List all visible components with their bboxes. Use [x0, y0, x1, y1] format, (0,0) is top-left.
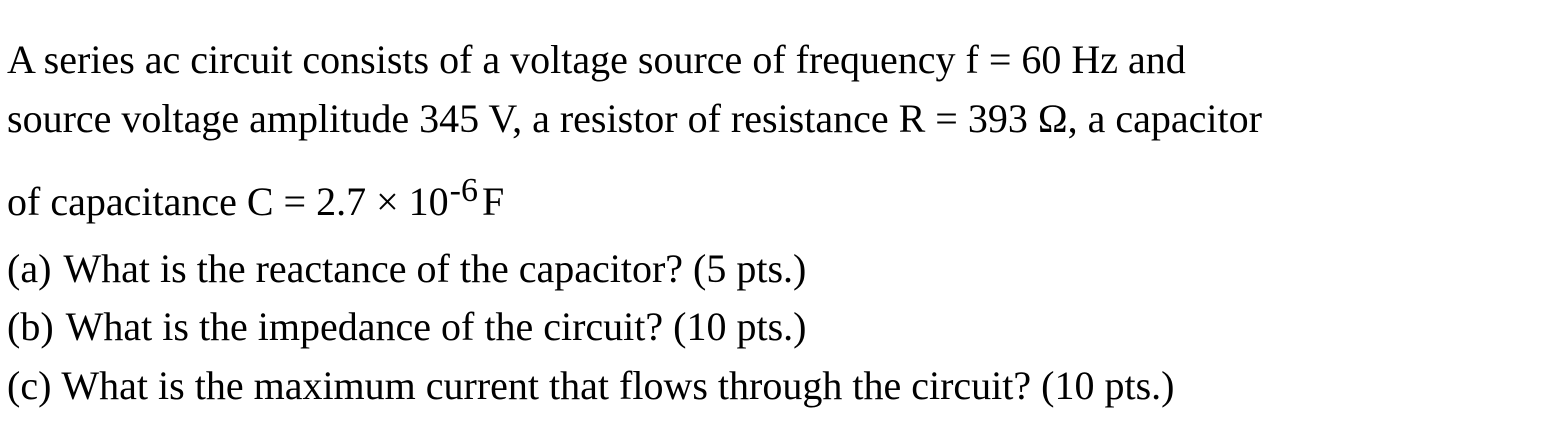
- capacitance-exponent: -6: [449, 172, 478, 209]
- question-c: [7, 363, 1175, 412]
- capacitance-text: of capacitance C = 2.7 × 10: [7, 179, 449, 224]
- question-c-text: What is the maximum current that flows through the circuit? (10 pts.): [61, 363, 1175, 408]
- problem-line-2: source voltage amplitude 345 V, a resistor of resistance R = 393 Ω, a capacitor: [7, 96, 1262, 141]
- problem-line-3: [7, 172, 505, 228]
- problem-line-1: A series ac circuit consists of a voltage source of frequency f = 60 Hz and: [7, 37, 1186, 82]
- question-a: [7, 246, 807, 295]
- question-a-label: (a): [7, 246, 52, 291]
- question-a-text: What is the reactance of the capacitor? (5 pts.): [63, 246, 807, 291]
- capacitance-unit: F: [481, 179, 505, 224]
- question-c-label: (c): [7, 363, 52, 408]
- question-b-text: What is the impedance of the circuit? (10 pts.): [65, 304, 807, 349]
- question-b: [7, 304, 807, 353]
- question-b-label: (b): [7, 304, 54, 349]
